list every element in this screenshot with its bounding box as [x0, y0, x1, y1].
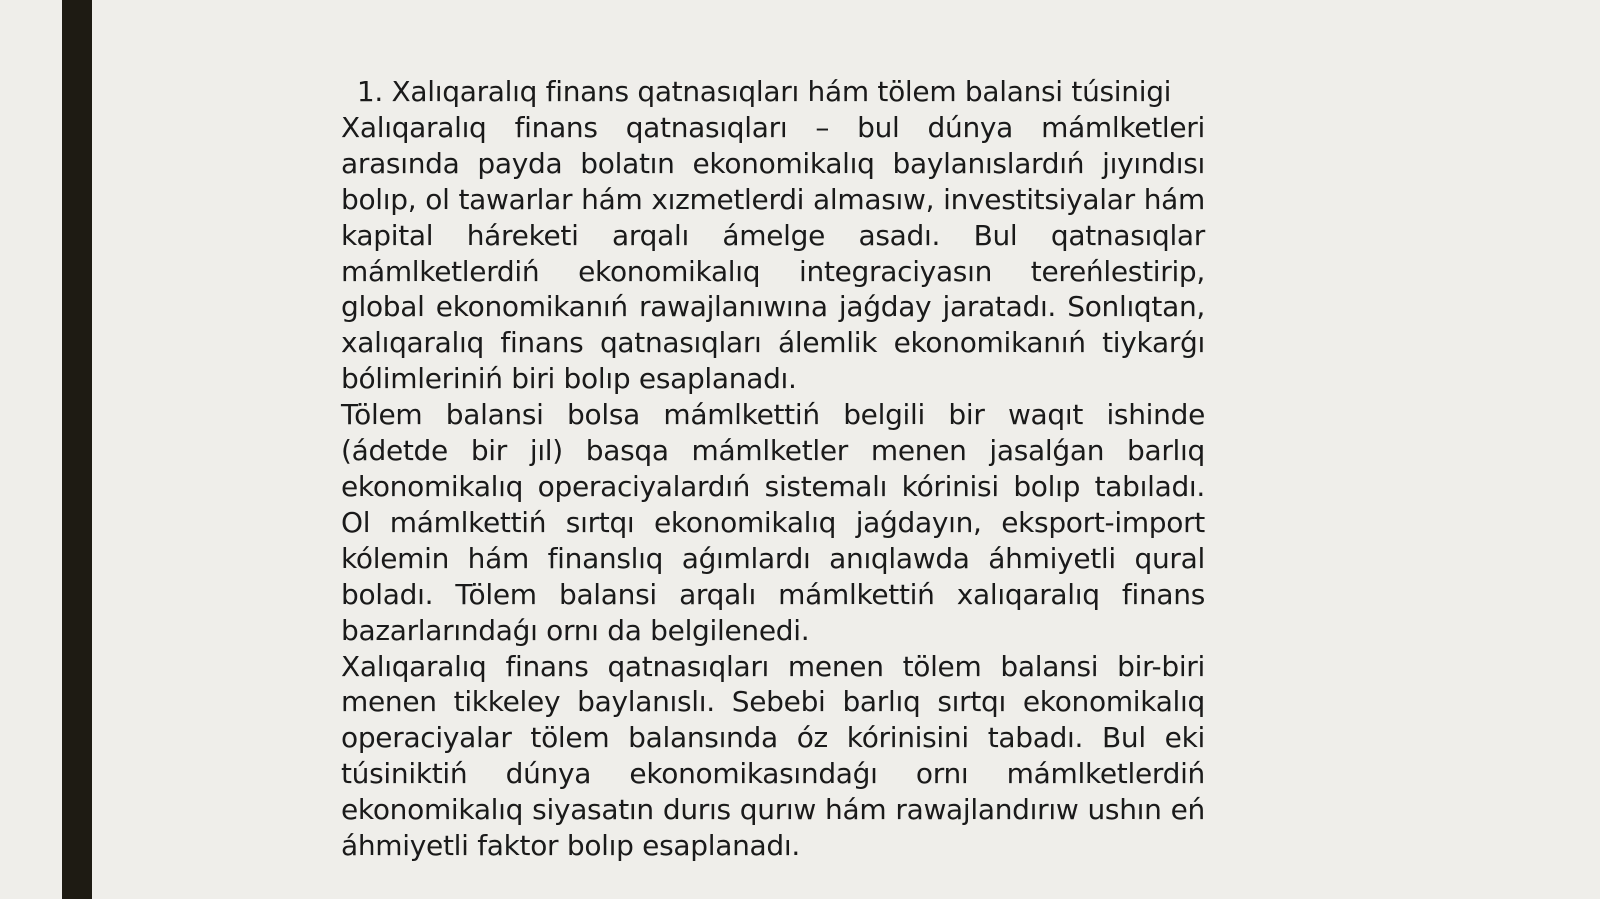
- slide-heading: 1. Xalıqaralıq finans qatnasıqları hám tölem balansi túsinigi: [356, 75, 1172, 108]
- paragraph-2: Tölem balansi bolsa mámlkettiń belgili bir waqıt ishinde (ádetde bir jıl) basqa mámlketler menen jasalǵan barlıq ekonomikalıq operaciyalardıń sistemalı kórinisi bolıp tabıladı. Ol mámlkettiń sırtqı ekonomikalıq jaǵdayın, eksport-import kólemin hám finanslıq aǵımlardı anıqlawda áhmiyetli qural boladı. Tölem balansi arqalı mámlkettiń xalıqaralıq finans bazarlarındaǵı ornı da belgilenedi.: [341, 398, 1205, 647]
- decorative-left-bar: [62, 0, 92, 899]
- paragraph-3: Xalıqaralıq finans qatnasıqları menen tölem balansi bir-biri menen tikkeley baylanıslı. Sebebi barlıq sırtqı ekonomikalıq operaciyalar tölem balansında óz kórinisini tabadı. Bul eki túsiniktiń dúnya ekonomikasındaǵı ornı mámlketlerdiń ekonomikalıq siyasatın durıs qurıw hám rawajlandırıw ushın eń áhmiyetli faktor bolıp esaplanadı.: [341, 649, 1205, 863]
- paragraph-1: Xalıqaralıq finans qatnasıqları – bul dúnya mámlketleri arasında payda bolatın ekonomikalıq baylanıslardıń jıyındısı bolıp, ol tawarlar hám xızmetlerdi almasıw, investitsiyalar hám kapital háreketi arqalı ámelge asadı. Bul qatnasıqlar mámlketlerdiń ekonomikalıq integraciyasın tereńlestirip, global ekonomikanıń rawajlanıwına jaǵday jaratadı. Sonlıqtan, xalıqaralıq finans qatnasıqları álemlik ekonomikanıń tiykarǵı bólimleriniń biri bolıp esaplanadı.: [341, 110, 1205, 396]
- slide-content: [341, 74, 1205, 864]
